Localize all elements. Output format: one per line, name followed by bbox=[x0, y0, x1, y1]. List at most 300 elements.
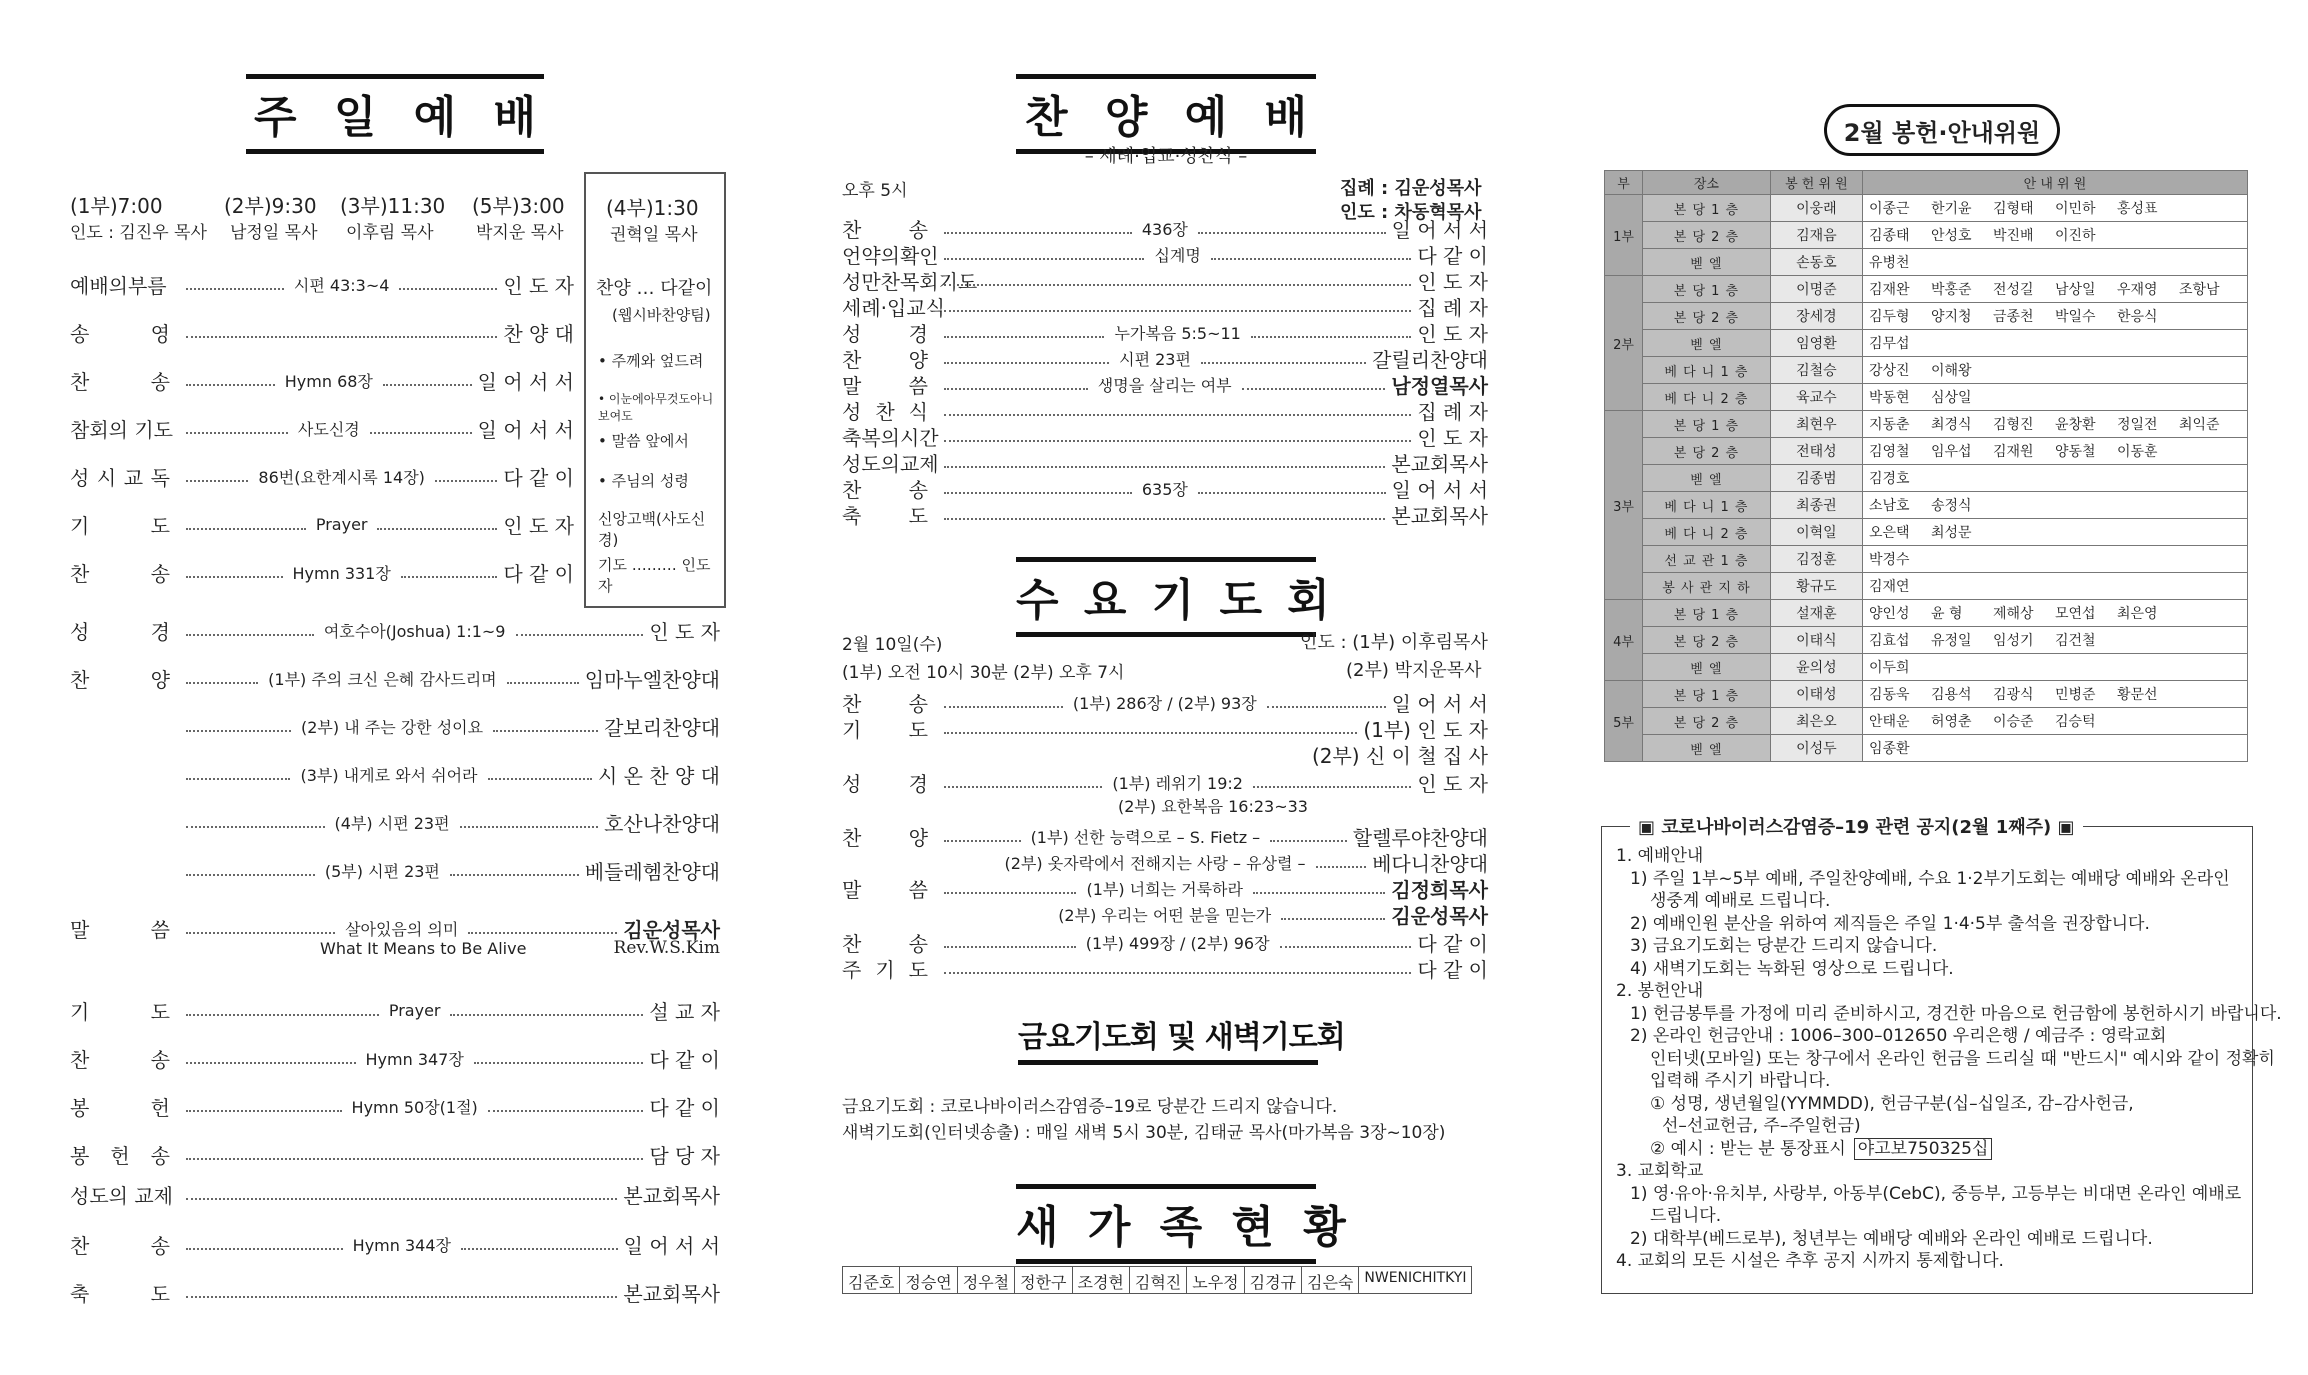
sunday-item: 사도신경 bbox=[294, 417, 364, 440]
praise-label: 축복의시간 bbox=[842, 426, 939, 450]
guide-name: 한응식 bbox=[2117, 309, 2158, 325]
table-place-cell: 본 당 1 층 bbox=[1643, 195, 1771, 222]
praise-performer: 일 어 서 서 bbox=[1391, 478, 1489, 502]
sunday-item: Hymn 68장 bbox=[281, 369, 377, 392]
wed-label: 말 씀 bbox=[842, 878, 928, 902]
sunday-leader-dots bbox=[186, 932, 335, 934]
sunday-leader-dots bbox=[516, 634, 644, 636]
table-offering-cell: 장세경 bbox=[1770, 303, 1862, 330]
service-time-2: (2부)9:30 bbox=[224, 194, 317, 218]
guide-name: 박일수 bbox=[2055, 309, 2096, 325]
sunday-row bbox=[70, 318, 574, 347]
table-guide-cell bbox=[1863, 600, 2248, 627]
table-guide-cell bbox=[1863, 357, 2248, 384]
table-guide-cell bbox=[1863, 627, 2248, 654]
table-place-cell: 본 당 2 층 bbox=[1643, 222, 1771, 249]
table-row bbox=[1605, 735, 2248, 762]
notice-text: 3. 교회학교 bbox=[1616, 1161, 1704, 1181]
praise-performer: 집 례 자 bbox=[1417, 296, 1488, 320]
table-guide-cell bbox=[1863, 519, 2248, 546]
guide-name: 이종근 bbox=[1869, 201, 1910, 217]
guide-name: 김광식 bbox=[1993, 687, 2034, 703]
guide-name: 김무섭 bbox=[1869, 336, 1910, 352]
praise-leader: 인도 : 차동혁목사 bbox=[1340, 202, 1482, 223]
praise-leader-dots bbox=[944, 232, 1132, 234]
header-place: 장소 bbox=[1643, 171, 1771, 195]
wed-leader-dots bbox=[944, 786, 1102, 788]
notice-text: 2) 대학부(베드로부), 청년부는 예배당 예배와 온라인 예배로 드립니다. bbox=[1630, 1228, 2153, 1249]
praise-row bbox=[842, 396, 1488, 425]
notice-text: 1) 영·유아·유치부, 사랑부, 아동부(CebC), 중등부, 고등부는 비대면 온라인 예배로 bbox=[1630, 1183, 2242, 1204]
praise-worship-subtitle: – 세례·입교·성찬식 – bbox=[1084, 146, 1248, 167]
guide-name: 이진하 bbox=[2055, 228, 2096, 244]
sunday-performer: 인 도 자 bbox=[649, 620, 721, 644]
table-offering-cell: 전태성 bbox=[1770, 438, 1862, 465]
praise-leader-dots bbox=[1201, 362, 1366, 364]
table-offering-cell: 김정훈 bbox=[1770, 546, 1862, 573]
table-row bbox=[1605, 438, 2248, 465]
guide-name: 김형태 bbox=[1993, 201, 2034, 217]
sunday-row bbox=[70, 414, 574, 443]
header-bu: 부 bbox=[1605, 171, 1643, 195]
service-leader-3: 이후림 목사 bbox=[346, 223, 434, 243]
table-guide-cell bbox=[1863, 411, 2248, 438]
wed-prayer-title: 수 요 기 도 회 bbox=[1016, 575, 1330, 626]
wed-prayer-title-box bbox=[1016, 557, 1330, 637]
sunday-label: 축 도 bbox=[70, 1282, 170, 1306]
praise-performer: 집 례 자 bbox=[1417, 400, 1488, 424]
wed-date: 2월 10일(수) bbox=[842, 635, 943, 655]
sunday-label: 참회의 기도 bbox=[70, 418, 173, 442]
wed-label: 찬 송 bbox=[842, 932, 928, 956]
notice-line bbox=[1616, 1160, 2242, 1183]
table-bu-cell: 3부 bbox=[1605, 411, 1643, 600]
fri-prayer-title: 금요기도회 및 새벽기도회 bbox=[1018, 1020, 1345, 1055]
sunday-leader-dots bbox=[186, 480, 248, 482]
sunday-label: 찬 송 bbox=[70, 562, 170, 586]
sunday-performer: 베들레헴찬양대 bbox=[584, 860, 720, 884]
wed-row bbox=[842, 740, 1488, 769]
wed-leader-dots bbox=[1267, 706, 1386, 708]
guide-name: 최익준 bbox=[2179, 417, 2220, 433]
notice-text: ② 예시 : 받는 분 통장표시 bbox=[1650, 1138, 1846, 1159]
wed-performer: (2부) 신 이 철 집 사 bbox=[1311, 744, 1488, 768]
sunday-leader-dots bbox=[186, 1248, 343, 1250]
guide-name: 모연섭 bbox=[2055, 606, 2096, 622]
sunday-leader-dots bbox=[461, 1248, 618, 1250]
sunday-label: 예배의부름 bbox=[70, 274, 167, 298]
sunday-leader-dots bbox=[186, 1062, 356, 1064]
sunday-row bbox=[70, 712, 720, 741]
guide-name: 강상진 bbox=[1869, 363, 1910, 379]
praise-label: 찬 송 bbox=[842, 478, 928, 502]
box-song-1: • 주께와 엎드려 bbox=[598, 352, 704, 370]
sunday-performer: 다 같 이 bbox=[649, 1096, 720, 1120]
sunday-leader-dots bbox=[507, 682, 579, 684]
new-family-name: 김경규 bbox=[1244, 1266, 1302, 1294]
guide-name: 최성문 bbox=[1931, 525, 1972, 541]
wed-performer: 베다니찬양대 bbox=[1372, 852, 1489, 876]
table-offering-cell: 이명준 bbox=[1770, 276, 1862, 303]
guide-name: 양동철 bbox=[2055, 444, 2096, 460]
wed-leader-dots bbox=[1253, 892, 1385, 894]
praise-worship-title: 찬 양 예 배 bbox=[1025, 92, 1307, 143]
wed-performer: (1부) 인 도 자 bbox=[1363, 718, 1488, 742]
praise-item: 십계명 bbox=[1150, 243, 1204, 266]
header-guide: 안 내 위 원 bbox=[1863, 171, 2248, 195]
table-guide-cell bbox=[1863, 681, 2248, 708]
praise-performer: 인 도 자 bbox=[1417, 270, 1488, 294]
service-time-4: (4부)1:30 bbox=[606, 196, 699, 220]
sunday-row bbox=[70, 856, 720, 885]
service-leader-1: 인도 : 김진우 목사 bbox=[70, 223, 207, 243]
praise-leader-dots bbox=[1242, 388, 1386, 390]
service-leader-2: 남정일 목사 bbox=[230, 223, 318, 243]
table-row bbox=[1605, 708, 2248, 735]
table-row bbox=[1605, 681, 2248, 708]
praise-leader-dots bbox=[944, 258, 1144, 260]
wed-row bbox=[842, 794, 1488, 817]
guide-name: 이동훈 bbox=[2117, 444, 2158, 460]
guide-name: 김건철 bbox=[2055, 633, 2096, 649]
table-guide-cell bbox=[1863, 654, 2248, 681]
guide-name: 김재완 bbox=[1869, 282, 1910, 298]
praise-label: 성도의교제 bbox=[842, 452, 939, 476]
guide-name: 윤 형 bbox=[1931, 606, 1963, 622]
guide-name: 조항남 bbox=[2179, 282, 2220, 298]
notice-line bbox=[1616, 958, 2242, 981]
table-row bbox=[1605, 654, 2248, 681]
new-family-name: 조경현 bbox=[1072, 1266, 1130, 1294]
sunday-row bbox=[70, 558, 574, 587]
guide-name: 김재연 bbox=[1869, 579, 1910, 595]
box-praise-team: (웹시바찬양팀) bbox=[612, 306, 711, 324]
table-offering-cell: 손동호 bbox=[1770, 249, 1862, 276]
new-family-name: 정승연 bbox=[899, 1266, 957, 1294]
guide-name: 김두형 bbox=[1869, 309, 1910, 325]
new-family-name: 김은숙 bbox=[1301, 1266, 1359, 1294]
guide-name: 최경식 bbox=[1931, 417, 1972, 433]
praise-row bbox=[842, 422, 1488, 451]
praise-leader-dots bbox=[944, 440, 1411, 442]
wed-leader-dots bbox=[944, 892, 1076, 894]
table-row bbox=[1605, 573, 2248, 600]
new-family-name: 김준호 bbox=[842, 1266, 900, 1294]
sunday-label: 기 도 bbox=[70, 1000, 170, 1024]
guide-name: 지동춘 bbox=[1869, 417, 1910, 433]
sunday-row bbox=[70, 996, 720, 1025]
table-place-cell: 본 당 2 층 bbox=[1643, 303, 1771, 330]
sunday-label: 성 시 교 독 bbox=[70, 466, 170, 490]
praise-performer: 남정열목사 bbox=[1391, 374, 1488, 398]
box-song-4: • 주님의 성령 bbox=[598, 472, 689, 490]
table-place-cell: 벧 엘 bbox=[1643, 465, 1771, 492]
sunday-performer: 시 온 찬 양 대 bbox=[597, 764, 720, 788]
wed-leader-1: 인도 : (1부) 이후림목사 bbox=[1300, 632, 1488, 653]
sunday-item: (1부) 주의 크신 은혜 감사드리며 bbox=[264, 667, 500, 690]
wed-leader-dots bbox=[1253, 786, 1411, 788]
praise-officiant: 집례 : 김운성목사 bbox=[1340, 178, 1482, 199]
praise-label: 말 씀 bbox=[842, 374, 928, 398]
table-place-cell: 벧 엘 bbox=[1643, 735, 1771, 762]
praise-label: 성 경 bbox=[842, 322, 928, 346]
table-offering-cell: 최현우 bbox=[1770, 411, 1862, 438]
wed-row bbox=[842, 900, 1488, 929]
sunday-row bbox=[70, 1278, 720, 1307]
dawn-prayer-notice: 새벽기도회(인터넷송출) : 매일 새벽 5시 30분, 김태균 목사(마가복음 3장~10장) bbox=[842, 1123, 1446, 1143]
table-row bbox=[1605, 546, 2248, 573]
table-offering-cell: 이태성 bbox=[1770, 681, 1862, 708]
table-row bbox=[1605, 222, 2248, 249]
praise-row bbox=[842, 370, 1488, 399]
sunday-leader-dots bbox=[460, 826, 599, 828]
wed-label: 찬 송 bbox=[842, 692, 928, 716]
sunday-performer: 일 어 서 서 bbox=[477, 418, 574, 442]
notice-text: 1) 헌금봉투를 가정에 미리 준비하시고, 경건한 마음으로 헌금함에 봉헌하시기 바랍니다. bbox=[1630, 1003, 2282, 1024]
sunday-leader-dots bbox=[186, 634, 314, 636]
sunday-label: 찬 송 bbox=[70, 1234, 170, 1258]
sunday-leader-dots bbox=[186, 1110, 342, 1112]
table-place-cell: 본 당 2 층 bbox=[1643, 438, 1771, 465]
sunday-performer: 다 같 이 bbox=[503, 466, 575, 490]
sunday-label: 기 도 bbox=[70, 514, 170, 538]
table-place-cell: 선 교 관 1 층 bbox=[1643, 546, 1771, 573]
sunday-performer: 일 어 서 서 bbox=[477, 370, 574, 394]
guide-name: 정일전 bbox=[2117, 417, 2158, 433]
guide-name: 최은영 bbox=[2117, 606, 2158, 622]
wed-row bbox=[842, 768, 1488, 797]
sunday-leader-dots bbox=[186, 1158, 643, 1160]
table-row bbox=[1605, 276, 2248, 303]
committee-table bbox=[1604, 170, 2248, 762]
table-guide-cell bbox=[1863, 330, 2248, 357]
wed-performer: 다 같 이 bbox=[1417, 958, 1488, 982]
notice-example: 야고보750325십 bbox=[1854, 1138, 1993, 1160]
sunday-leader-dots bbox=[488, 1110, 644, 1112]
praise-leader-dots bbox=[1198, 232, 1386, 234]
guide-name: 김형진 bbox=[1993, 417, 2034, 433]
table-bu-cell: 1부 bbox=[1605, 195, 1643, 276]
guide-name: 박경수 bbox=[1869, 552, 1910, 568]
sunday-leader-dots bbox=[474, 1062, 644, 1064]
guide-name: 제해상 bbox=[1993, 606, 2034, 622]
table-bu-cell: 2부 bbox=[1605, 276, 1643, 411]
wed-label: 성 경 bbox=[842, 772, 928, 796]
guide-name: 한기윤 bbox=[1931, 201, 1972, 217]
notice-text: 2) 온라인 헌금안내 : 1006–300–012650 우리은행 / 예금주 : 영락교회 bbox=[1630, 1026, 2167, 1046]
sunday-leader-dots bbox=[435, 480, 497, 482]
sunday-leader-dots bbox=[399, 288, 497, 290]
wed-item: (1부) 499장 / (2부) 96장 bbox=[1082, 931, 1274, 954]
table-place-cell: 본 당 2 층 bbox=[1643, 708, 1771, 735]
wed-row bbox=[842, 848, 1488, 877]
table-row bbox=[1605, 303, 2248, 330]
fri-prayer-notice: 금요기도회 : 코로나바이러스감염증–19로 당분간 드리지 않습니다. bbox=[842, 1097, 1338, 1117]
praise-label: 세례·입교식 bbox=[842, 296, 945, 320]
wed-label: 기 도 bbox=[842, 718, 928, 742]
header-offering: 봉 헌 위 원 bbox=[1770, 171, 1862, 195]
box-praise: 찬양 … 다같이 bbox=[596, 278, 713, 299]
offering-committee-title: 2월 봉헌·안내위원 bbox=[1843, 118, 2041, 147]
table-place-cell: 베 다 니 1 층 bbox=[1643, 492, 1771, 519]
table-row bbox=[1605, 627, 2248, 654]
guide-name: 유정일 bbox=[1931, 633, 1972, 649]
sunday-label: 찬 양 bbox=[70, 668, 170, 692]
sunday-leader-dots bbox=[186, 432, 288, 434]
covid-notice-box bbox=[1601, 817, 2282, 1294]
guide-name: 임우섭 bbox=[1931, 444, 1972, 460]
praise-row bbox=[842, 266, 1488, 295]
sunday-leader-dots bbox=[186, 384, 275, 386]
sunday-item: (2부) 내 주는 강한 성이요 bbox=[297, 715, 487, 738]
sunday-item: Hymn 331장 bbox=[289, 561, 395, 584]
guide-name: 안성호 bbox=[1931, 228, 1972, 244]
sunday-performer: 다 같 이 bbox=[649, 1048, 720, 1072]
new-family-name: 정우철 bbox=[957, 1266, 1015, 1294]
wed-leader-dots bbox=[944, 706, 1063, 708]
praise-leader-dots bbox=[944, 362, 1109, 364]
wed-row bbox=[842, 928, 1488, 957]
sunday-item: (5부) 시편 23편 bbox=[321, 859, 444, 882]
box-song-2: • 이눈에아무것도아니보여도 bbox=[598, 392, 714, 423]
guide-name: 박진배 bbox=[1993, 228, 2034, 244]
praise-label: 성 찬 식 bbox=[842, 400, 928, 424]
notice-line bbox=[1616, 1003, 2282, 1026]
guide-name: 우재영 bbox=[2117, 282, 2158, 298]
guide-name: 홍성표 bbox=[2117, 201, 2158, 217]
sunday-item: Hymn 50장(1절) bbox=[348, 1095, 482, 1118]
notice-text: 3) 금요기도회는 당분간 드리지 않습니다. bbox=[1630, 936, 1938, 956]
sunday-leader-dots bbox=[186, 528, 306, 530]
sunday-label: 찬 송 bbox=[70, 1048, 170, 1072]
wed-leader-dots bbox=[944, 946, 1076, 948]
guide-name: 김효섭 bbox=[1869, 633, 1910, 649]
table-place-cell: 벧 엘 bbox=[1643, 330, 1771, 357]
guide-name: 김승턱 bbox=[2055, 714, 2096, 730]
notice-line bbox=[1616, 1115, 2242, 1138]
new-family-name: NWENICHITKYI bbox=[1358, 1266, 1472, 1294]
table-row bbox=[1605, 600, 2248, 627]
sunday-row bbox=[70, 462, 574, 491]
praise-item: 누가복음 5:5~11 bbox=[1110, 321, 1244, 344]
wed-item: (2부) 우리는 어떤 분을 믿는가 bbox=[1054, 903, 1275, 926]
wed-leader-dots bbox=[1280, 946, 1412, 948]
notice-line bbox=[1616, 845, 2242, 868]
guide-name: 안태운 bbox=[1869, 714, 1910, 730]
wed-leader-dots bbox=[944, 972, 1411, 974]
table-row bbox=[1605, 411, 2248, 438]
service-4-box bbox=[584, 172, 726, 608]
table-guide-cell bbox=[1863, 573, 2248, 600]
praise-row bbox=[842, 344, 1488, 373]
guide-name: 이승준 bbox=[1993, 714, 2034, 730]
table-row bbox=[1605, 492, 2248, 519]
new-family-list bbox=[842, 1266, 1472, 1294]
sunday-item: 살아있음의 의미 bbox=[341, 917, 462, 940]
notice-line bbox=[1616, 913, 2242, 936]
offering-committee-title-box bbox=[1824, 104, 2060, 156]
praise-leader-dots bbox=[944, 466, 1385, 468]
table-row bbox=[1605, 249, 2248, 276]
table-offering-cell: 윤의성 bbox=[1770, 654, 1862, 681]
praise-performer: 다 같 이 bbox=[1417, 244, 1488, 268]
table-place-cell: 벧 엘 bbox=[1643, 249, 1771, 276]
guide-name: 김동욱 bbox=[1869, 687, 1910, 703]
table-place-cell: 베 다 니 2 층 bbox=[1643, 519, 1771, 546]
table-guide-cell bbox=[1863, 708, 2248, 735]
sunday-item: (4부) 시편 23편 bbox=[331, 811, 454, 834]
praise-row bbox=[842, 214, 1488, 243]
wed-label: 찬 양 bbox=[842, 826, 928, 850]
sunday-performer: 찬 양 대 bbox=[503, 322, 574, 346]
table-offering-cell: 김종범 bbox=[1770, 465, 1862, 492]
wed-performer: 인 도 자 bbox=[1417, 772, 1488, 796]
sunday-performer: 다 같 이 bbox=[503, 562, 574, 586]
sunday-row bbox=[70, 938, 720, 958]
sunday-performer: 인 도 자 bbox=[503, 514, 575, 538]
guide-name: 남상일 bbox=[2055, 282, 2096, 298]
guide-name: 이해왕 bbox=[1931, 363, 1972, 379]
sunday-performer: 임마누엘찬양대 bbox=[584, 668, 721, 692]
wed-row bbox=[842, 688, 1488, 717]
notice-text: 입력해 주시기 바랍니다. bbox=[1650, 1071, 1831, 1091]
wed-leader-dots bbox=[1270, 840, 1347, 842]
table-bu-cell: 5부 bbox=[1605, 681, 1643, 762]
praise-leader-dots bbox=[944, 310, 1411, 312]
wed-item: (2부) 옷자락에서 전해지는 사랑 – 유상렬 – bbox=[1001, 851, 1310, 874]
guide-name: 유병천 bbox=[1869, 255, 1910, 271]
sunday-label: 성도의 교제 bbox=[70, 1184, 173, 1208]
praise-label: 성만찬목회기도 bbox=[842, 270, 978, 294]
box-prayer: 기도 ……… 인도자 bbox=[598, 556, 711, 595]
notice-line bbox=[1616, 1093, 2242, 1116]
guide-name: 전성길 bbox=[1993, 282, 2034, 298]
notice-text: 드립니다. bbox=[1650, 1206, 1722, 1226]
sunday-performer: 일 어 서 서 bbox=[623, 1234, 721, 1258]
wed-leader-dots bbox=[1316, 866, 1367, 868]
wed-performer: 김정희목사 bbox=[1391, 878, 1488, 902]
wed-item: (1부) 레위기 19:2 bbox=[1108, 771, 1247, 794]
sunday-row bbox=[70, 270, 574, 299]
praise-performer: 갈릴리찬양대 bbox=[1372, 348, 1488, 372]
praise-leader-dots bbox=[944, 414, 1411, 416]
praise-leader-dots bbox=[1251, 336, 1411, 338]
sunday-performer: 갈보리찬양대 bbox=[604, 716, 721, 740]
notice-text: 선–선교헌금, 주–주일헌금) bbox=[1662, 1116, 1861, 1136]
notice-line bbox=[1616, 980, 2242, 1003]
guide-name: 오은택 bbox=[1869, 525, 1910, 541]
guide-name: 이두희 bbox=[1869, 660, 1910, 676]
praise-performer: 인 도 자 bbox=[1417, 322, 1488, 346]
new-family-title: 새 가 족 현 황 bbox=[1016, 1202, 1346, 1253]
sunday-row bbox=[70, 664, 720, 693]
guide-name: 금종천 bbox=[1993, 309, 2034, 325]
notice-line bbox=[1616, 1048, 2275, 1071]
guide-name: 허영춘 bbox=[1931, 714, 1972, 730]
sunday-leader-dots bbox=[186, 336, 497, 338]
table-guide-cell bbox=[1863, 384, 2248, 411]
praise-row bbox=[842, 318, 1488, 347]
sunday-performer: 설 교 자 bbox=[649, 1000, 721, 1024]
wed-item: (1부) 286장 / (2부) 93장 bbox=[1069, 691, 1261, 714]
fri-prayer-title-box bbox=[1018, 1010, 1345, 1065]
sunday-item: Hymn 347장 bbox=[362, 1047, 468, 1070]
table-guide-cell bbox=[1863, 546, 2248, 573]
sunday-performer: 인 도 자 bbox=[503, 274, 575, 298]
wed-row bbox=[842, 954, 1488, 983]
praise-performer: 일 어 서 서 bbox=[1391, 218, 1489, 242]
notice-text: 인터넷(모바일) 또는 창구에서 온라인 헌금을 드리실 때 "반드시" 예시와 같이 정확히 bbox=[1650, 1048, 2275, 1069]
